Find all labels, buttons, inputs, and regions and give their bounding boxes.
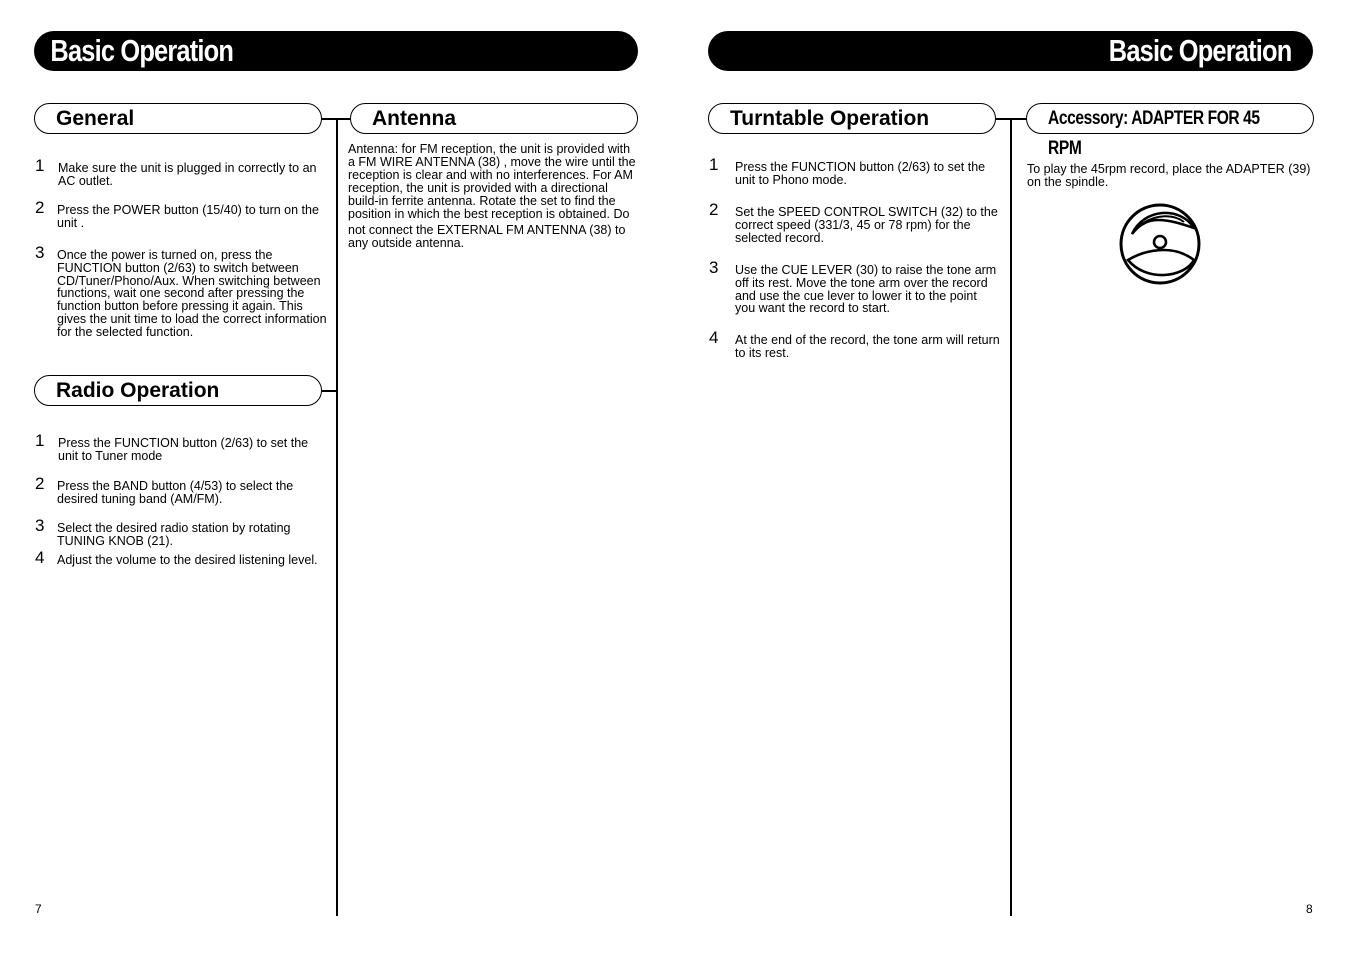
step-number: 3: [709, 258, 719, 277]
step-text: Press the POWER button (15/40) to turn on the unit .: [57, 203, 319, 230]
step-text: Press the BAND button (4/53) to select the desired tuning band (AM/FM).: [57, 479, 294, 506]
page-number-left: 7: [35, 902, 42, 916]
step-number: 3: [35, 516, 45, 535]
antenna-paragraph-continued: not connect the EXTERNAL FM ANTENNA (38) to any outside antenna.: [348, 223, 626, 250]
step-text: Adjust the volume to the desired listening level.: [57, 553, 318, 567]
accessory-paragraph: To play the 45rpm record, place the ADAPTER (39) on the spindle.: [1027, 162, 1311, 189]
left-banner-title: Basic Operation: [50, 33, 234, 68]
step-number: 1: [35, 431, 45, 450]
turntable-operation-heading: [708, 103, 996, 134]
turntable-heading-label: Turntable Operation: [730, 107, 930, 130]
accessory-heading: [1026, 103, 1314, 159]
right-column-divider: [1010, 118, 1012, 916]
step-text: Press the FUNCTION button (2/63) to set the unit to Tuner mode: [58, 436, 309, 463]
step-number: 2: [709, 200, 719, 219]
connector-line: [322, 390, 337, 392]
step-text: At the end of the record, the tone arm will return to its rest.: [735, 333, 1000, 360]
accessory-heading-label: Accessory: ADAPTER FOR 45 RPM: [1048, 108, 1260, 159]
antenna-heading-label: Antenna: [372, 107, 456, 130]
step-number: 4: [709, 328, 719, 347]
antenna-paragraph: Antenna: for FM reception, the unit is provided with a FM WIRE ANTENNA (38) , move the wire until the reception is clear and with no interferences. For AM reception, the unit is provided with a directional build-in ferrite antenna. Rotate the set to find the position in which the best reception is obtained. Do: [348, 142, 636, 221]
step-number: 3: [35, 243, 45, 262]
left-column-divider: [336, 118, 338, 916]
step-number: 1: [35, 156, 45, 175]
step-text: Use the CUE LEVER (30) to raise the tone arm off its rest. Move the tone arm over the record and use the cue lever to lower it to the point you want the record to start.: [735, 263, 997, 316]
page-number-right: 8: [1306, 902, 1313, 916]
right-page-banner: [708, 31, 1313, 71]
step-text: Select the desired radio station by rotating TUNING KNOB (21).: [57, 521, 291, 548]
general-heading: [34, 103, 322, 134]
step-text: Once the power is turned on, press the FUNCTION button (2/63) to switch between CD/Tuner/Phono/Aux. When switching between functions, wait one second after pressing the function button before pressing it again. This gives the unit time to load the correct information for the selected function.: [57, 248, 327, 339]
step-number: 4: [35, 548, 45, 567]
general-heading-label: General: [56, 107, 135, 130]
step-text: Press the FUNCTION button (2/63) to set the unit to Phono mode.: [735, 160, 986, 187]
radio-operation-heading: [34, 375, 322, 406]
left-page-banner: [34, 31, 638, 71]
right-banner-title: Basic Operation: [1109, 33, 1292, 68]
step-text: Make sure the unit is plugged in correctly to an AC outlet.: [58, 161, 317, 188]
radio-heading-label: Radio Operation: [56, 379, 220, 402]
antenna-heading: [350, 103, 638, 134]
connector-line: [996, 118, 1027, 120]
adapter-45rpm-icon: [1118, 202, 1204, 286]
step-number: 2: [35, 474, 45, 493]
step-number: 2: [35, 198, 45, 217]
step-number: 1: [709, 155, 719, 174]
step-text: Set the SPEED CONTROL SWITCH (32) to the correct speed (331/3, 45 or 78 rpm) for the selected record.: [735, 205, 998, 245]
